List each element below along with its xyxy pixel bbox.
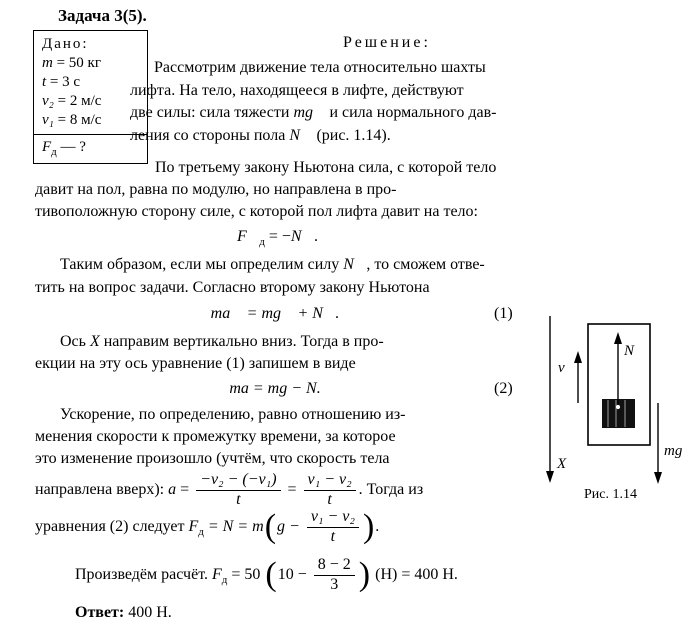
var-fd: F <box>42 139 52 155</box>
val-v2: = 2 м/с <box>53 93 102 109</box>
normal-force-arrowhead <box>614 332 622 344</box>
val-m: = 50 кг <box>52 55 101 71</box>
solution-header: Решение: <box>343 34 431 51</box>
x-axis-arrowhead <box>546 471 554 483</box>
gravity-force-label: mg⃗ <box>664 443 694 459</box>
fraction: $\frac{8 - 2}{3}$ <box>314 557 355 594</box>
var-m: m <box>42 55 53 71</box>
given-v2 <box>42 92 139 111</box>
answer-line <box>75 603 172 623</box>
text-line: тить на вопрос задачи. Согласно второму закону Ньютона <box>35 279 430 296</box>
given-v1 <box>42 111 139 130</box>
var-fd-sub: д <box>51 146 57 158</box>
text-line-calculation: Произведём расчёт. $F_д = 50$ (10 − $\frac{8 - 2}{3}$ ) (Н) = 400 Н. <box>75 556 458 594</box>
var-v1: v₁ <box>42 112 54 128</box>
given-find <box>42 138 139 157</box>
text-line: давит на пол, равна по модулю, но направлена в про- <box>35 181 397 198</box>
answer-value: 400 Н. <box>124 604 172 621</box>
text-line: Рассмотрим движение тела относительно шахты <box>154 59 486 76</box>
normal-force-label: N⃗ <box>624 343 646 359</box>
equation-2: ma = mg − N. <box>229 380 321 397</box>
text-line: две силы: сила тяжести mg⃗ и сила нормального дав- <box>130 104 497 121</box>
text-line: По третьему закону Ньютона сила, с которой тело <box>155 159 497 176</box>
text-line: Ускорение, по определению, равно отношению из- <box>60 406 406 423</box>
vector-N: N⃗ <box>290 228 314 245</box>
given-label: Дано: <box>42 36 89 52</box>
fraction: $\frac{\text{v₁ − v₂}}{t}$ <box>307 509 359 546</box>
equation-fd: $F⃗_д$ = −N⃗. <box>237 228 318 249</box>
text-line-formula: уравнения (2) следует $F_д = N = m(g$ − $\frac{\text{v₁ − v₂}}{t}$ ). <box>35 508 380 546</box>
axis-x-ref: X <box>89 333 100 350</box>
gravity-arrowhead <box>654 472 662 484</box>
var-v2: v₂ <box>42 93 54 109</box>
equation-1-number: (1) <box>494 305 513 322</box>
vector-F: F⃗ <box>237 228 260 245</box>
text-line: менения скорости к промежутку времени, за которое <box>35 428 396 445</box>
val-t: = 3 с <box>46 74 81 90</box>
big-paren-open: ( <box>264 508 277 546</box>
force-application-point <box>616 405 620 409</box>
elevator-figure <box>545 310 700 500</box>
figure-caption: Рис. 1.14 <box>584 487 637 502</box>
x-axis-label: X <box>557 456 567 472</box>
vector-N: N⃗ <box>289 127 313 144</box>
text-line: это изменение произошло (учтём, что скорость тела <box>35 450 390 467</box>
text-line: лифта. На тело, находящееся в лифте, действуют <box>130 82 464 99</box>
text-line: екции на эту ось уравнение (1) запишем в виде <box>35 355 356 372</box>
fraction: $\frac{\text{v₁ − v₂}}{t}$ <box>304 472 356 509</box>
text-line: тивоположную сторону силе, с которой пол лифта давит на тело: <box>35 203 478 220</box>
fraction: $\frac{\text{−v₂ − (−v₁)}}{t}$ <box>196 472 280 509</box>
given-time <box>42 73 139 92</box>
equation-1: ma⃗ = mg⃗ + N⃗. <box>210 305 340 322</box>
answer-label: Ответ: <box>75 604 125 621</box>
big-paren-close: ) <box>358 556 371 594</box>
find-question: — ? <box>56 139 86 155</box>
big-paren-close: ) <box>362 508 375 546</box>
text-line: Ось X направим вертикально вниз. Тогда в про- <box>60 333 384 350</box>
var-t: t <box>42 74 47 90</box>
vector-mg: mg⃗ <box>293 104 326 121</box>
vector-N: N⃗ <box>343 256 367 273</box>
given-mass <box>42 54 139 73</box>
velocity-label: v⃗ <box>558 360 577 376</box>
text-line-acceleration: направлена вверх): a = $\frac{\text{−v₂ − (−v₁)}}{t}$ = $\frac{\text{v₁ − v₂}}{t}$ . Тогда из <box>35 471 424 508</box>
text-line: Таким образом, если мы определим силу N⃗, то сможем отве- <box>60 256 485 273</box>
text-line: ления со стороны пола N⃗ (рис. 1.14). <box>130 127 391 144</box>
equation-2-number: (2) <box>494 380 513 397</box>
val-v1: = 8 м/с <box>53 112 102 128</box>
problem-title: Задача 3(5). <box>58 6 147 25</box>
big-paren-open: ( <box>265 556 277 594</box>
